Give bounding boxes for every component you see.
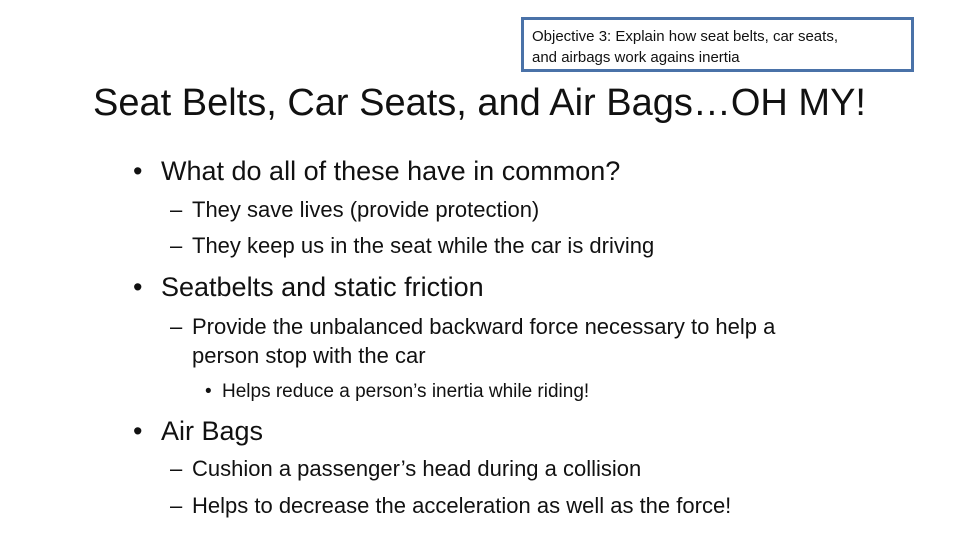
dash-marker: – — [170, 456, 183, 481]
bullet-text: Air Bags — [161, 416, 264, 446]
objective-line-2: and airbags work agains inertia — [532, 49, 740, 66]
dash-marker: – — [170, 493, 183, 518]
bullet-marker: • — [133, 272, 143, 302]
sub-bullet-text: Cushion a passenger’s head during a collision — [192, 456, 642, 481]
sub-bullet-text: Helps to decrease the acceleration as well as the force! — [192, 493, 732, 518]
bullet-marker: • — [133, 156, 143, 186]
sub-bullet-text: person stop with the car — [192, 343, 426, 368]
bullet-text: Seatbelts and static friction — [161, 272, 484, 302]
dash-marker: – — [170, 314, 183, 339]
objective-box — [521, 17, 914, 72]
bullet-marker: • — [133, 416, 143, 446]
sub-bullet-text: Provide the unbalanced backward force necessary to help a — [192, 314, 776, 339]
dash-marker: – — [170, 233, 183, 258]
bullet-marker: • — [205, 381, 212, 402]
slide-title: Seat Belts, Car Seats, and Air Bags…OH MY! — [93, 82, 866, 124]
sub-bullet-text: They save lives (provide protection) — [192, 197, 540, 222]
dash-marker: – — [170, 197, 183, 222]
objective-line-1: Objective 3: Explain how seat belts, car seats, — [532, 28, 838, 45]
sub-bullet-text: They keep us in the seat while the car is driving — [192, 233, 655, 258]
sub-sub-bullet-text: Helps reduce a person’s inertia while riding! — [222, 381, 590, 402]
bullet-text: What do all of these have in common? — [161, 156, 621, 186]
